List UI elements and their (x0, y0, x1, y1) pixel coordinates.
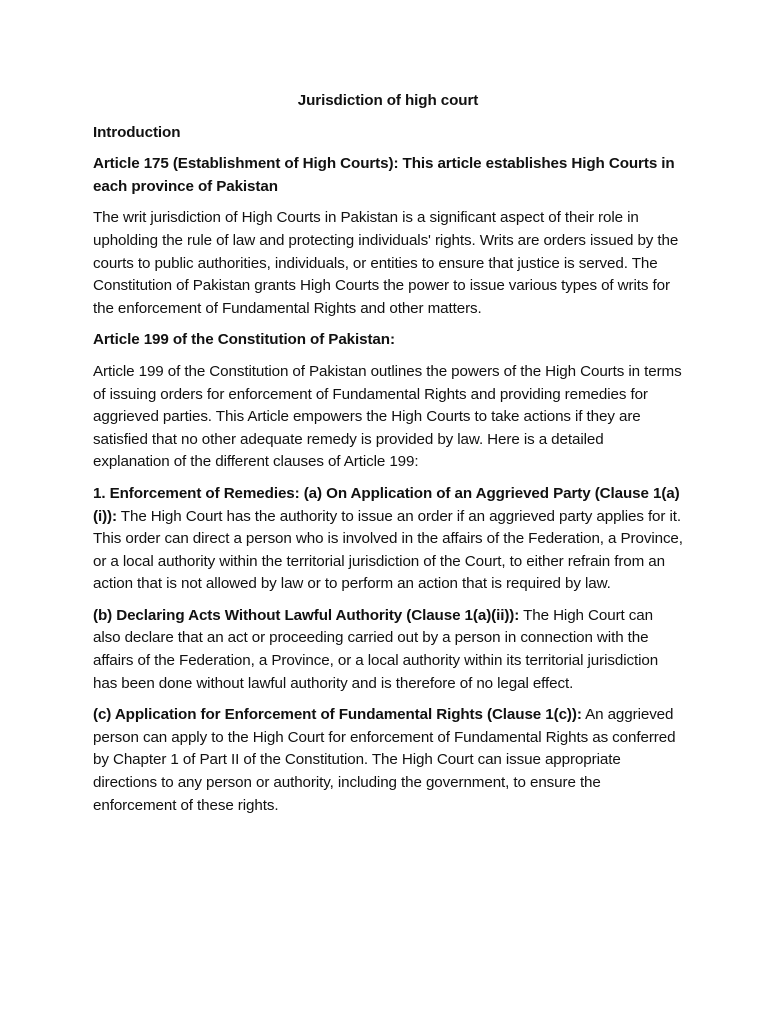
clause-fundamental-rights (93, 704, 683, 817)
writ-jurisdiction-paragraph: The writ jurisdiction of High Courts in Pakistan is a significant aspect of their role in upholding the rule of law and protecting individuals' rights. Writs are orders issued by the courts to public authorities, individuals, or entities to ensure that justice is served. The Constitution of Pakistan grants High Courts the power to issue various types of writs for the enforcement of Fundamental Rights and other matters. (93, 209, 679, 317)
document-page (93, 90, 683, 826)
clause-lead: 1. Enforcement of Remedies: (a) On Application of an Aggrieved Party (Clause 1(a)(i)): (93, 484, 680, 525)
clause-text: An aggrieved person can apply to the High Court for enforcement of Fundamental Rights as conferred by Chapter 1 of Part II of the Constitution. The High Court can issue appropriate directions to any person or authority, including the government, to ensure the enforcement of these rights. (93, 706, 676, 814)
clause-lead: (c) Application for Enforcement of Fundamental Rights (Clause 1(c)): (93, 706, 582, 724)
clause-text: The High Court has the authority to issue an order if an aggrieved party applies for it. This order can direct a person who is involved in the affairs of the Federation, a Province, or a local authority within the territorial jurisdiction of the Court, to either refrain from an action that is not allowed by law or to perform an action that is required by law. (93, 507, 683, 593)
article-199-paragraph: Article 199 of the Constitution of Pakistan outlines the powers of the High Courts in terms of issuing orders for enforcement of Fundamental Rights and providing remedies for aggrieved parties. This Article empowers the High Courts to take actions if they are satisfied that no other adequate remedy is provided by law. Here is a detailed explanation of the different clauses of Article 199: (93, 362, 682, 471)
clause-lead: (b) Declaring Acts Without Lawful Authority (Clause 1(a)(ii)): (93, 606, 520, 624)
clause-enforcement-of-remedies (93, 483, 683, 596)
document-title: Jurisdiction of high court (297, 92, 479, 109)
clause-text: The High Court can also declare that an act or proceeding carried out by a person in connection with the affairs of the Federation, a Province, or a local authority within its territorial jurisdiction has been done without lawful authority and is therefore of no legal effect. (93, 606, 659, 692)
intro-heading: Introduction (93, 123, 181, 141)
article-175-heading: Article 175 (Establishment of High Courts): This article establishes High Courts in each province of Pakistan (93, 155, 675, 195)
article-199-heading: Article 199 of the Constitution of Pakistan: (93, 331, 395, 349)
clause-declaring-acts (93, 605, 683, 695)
